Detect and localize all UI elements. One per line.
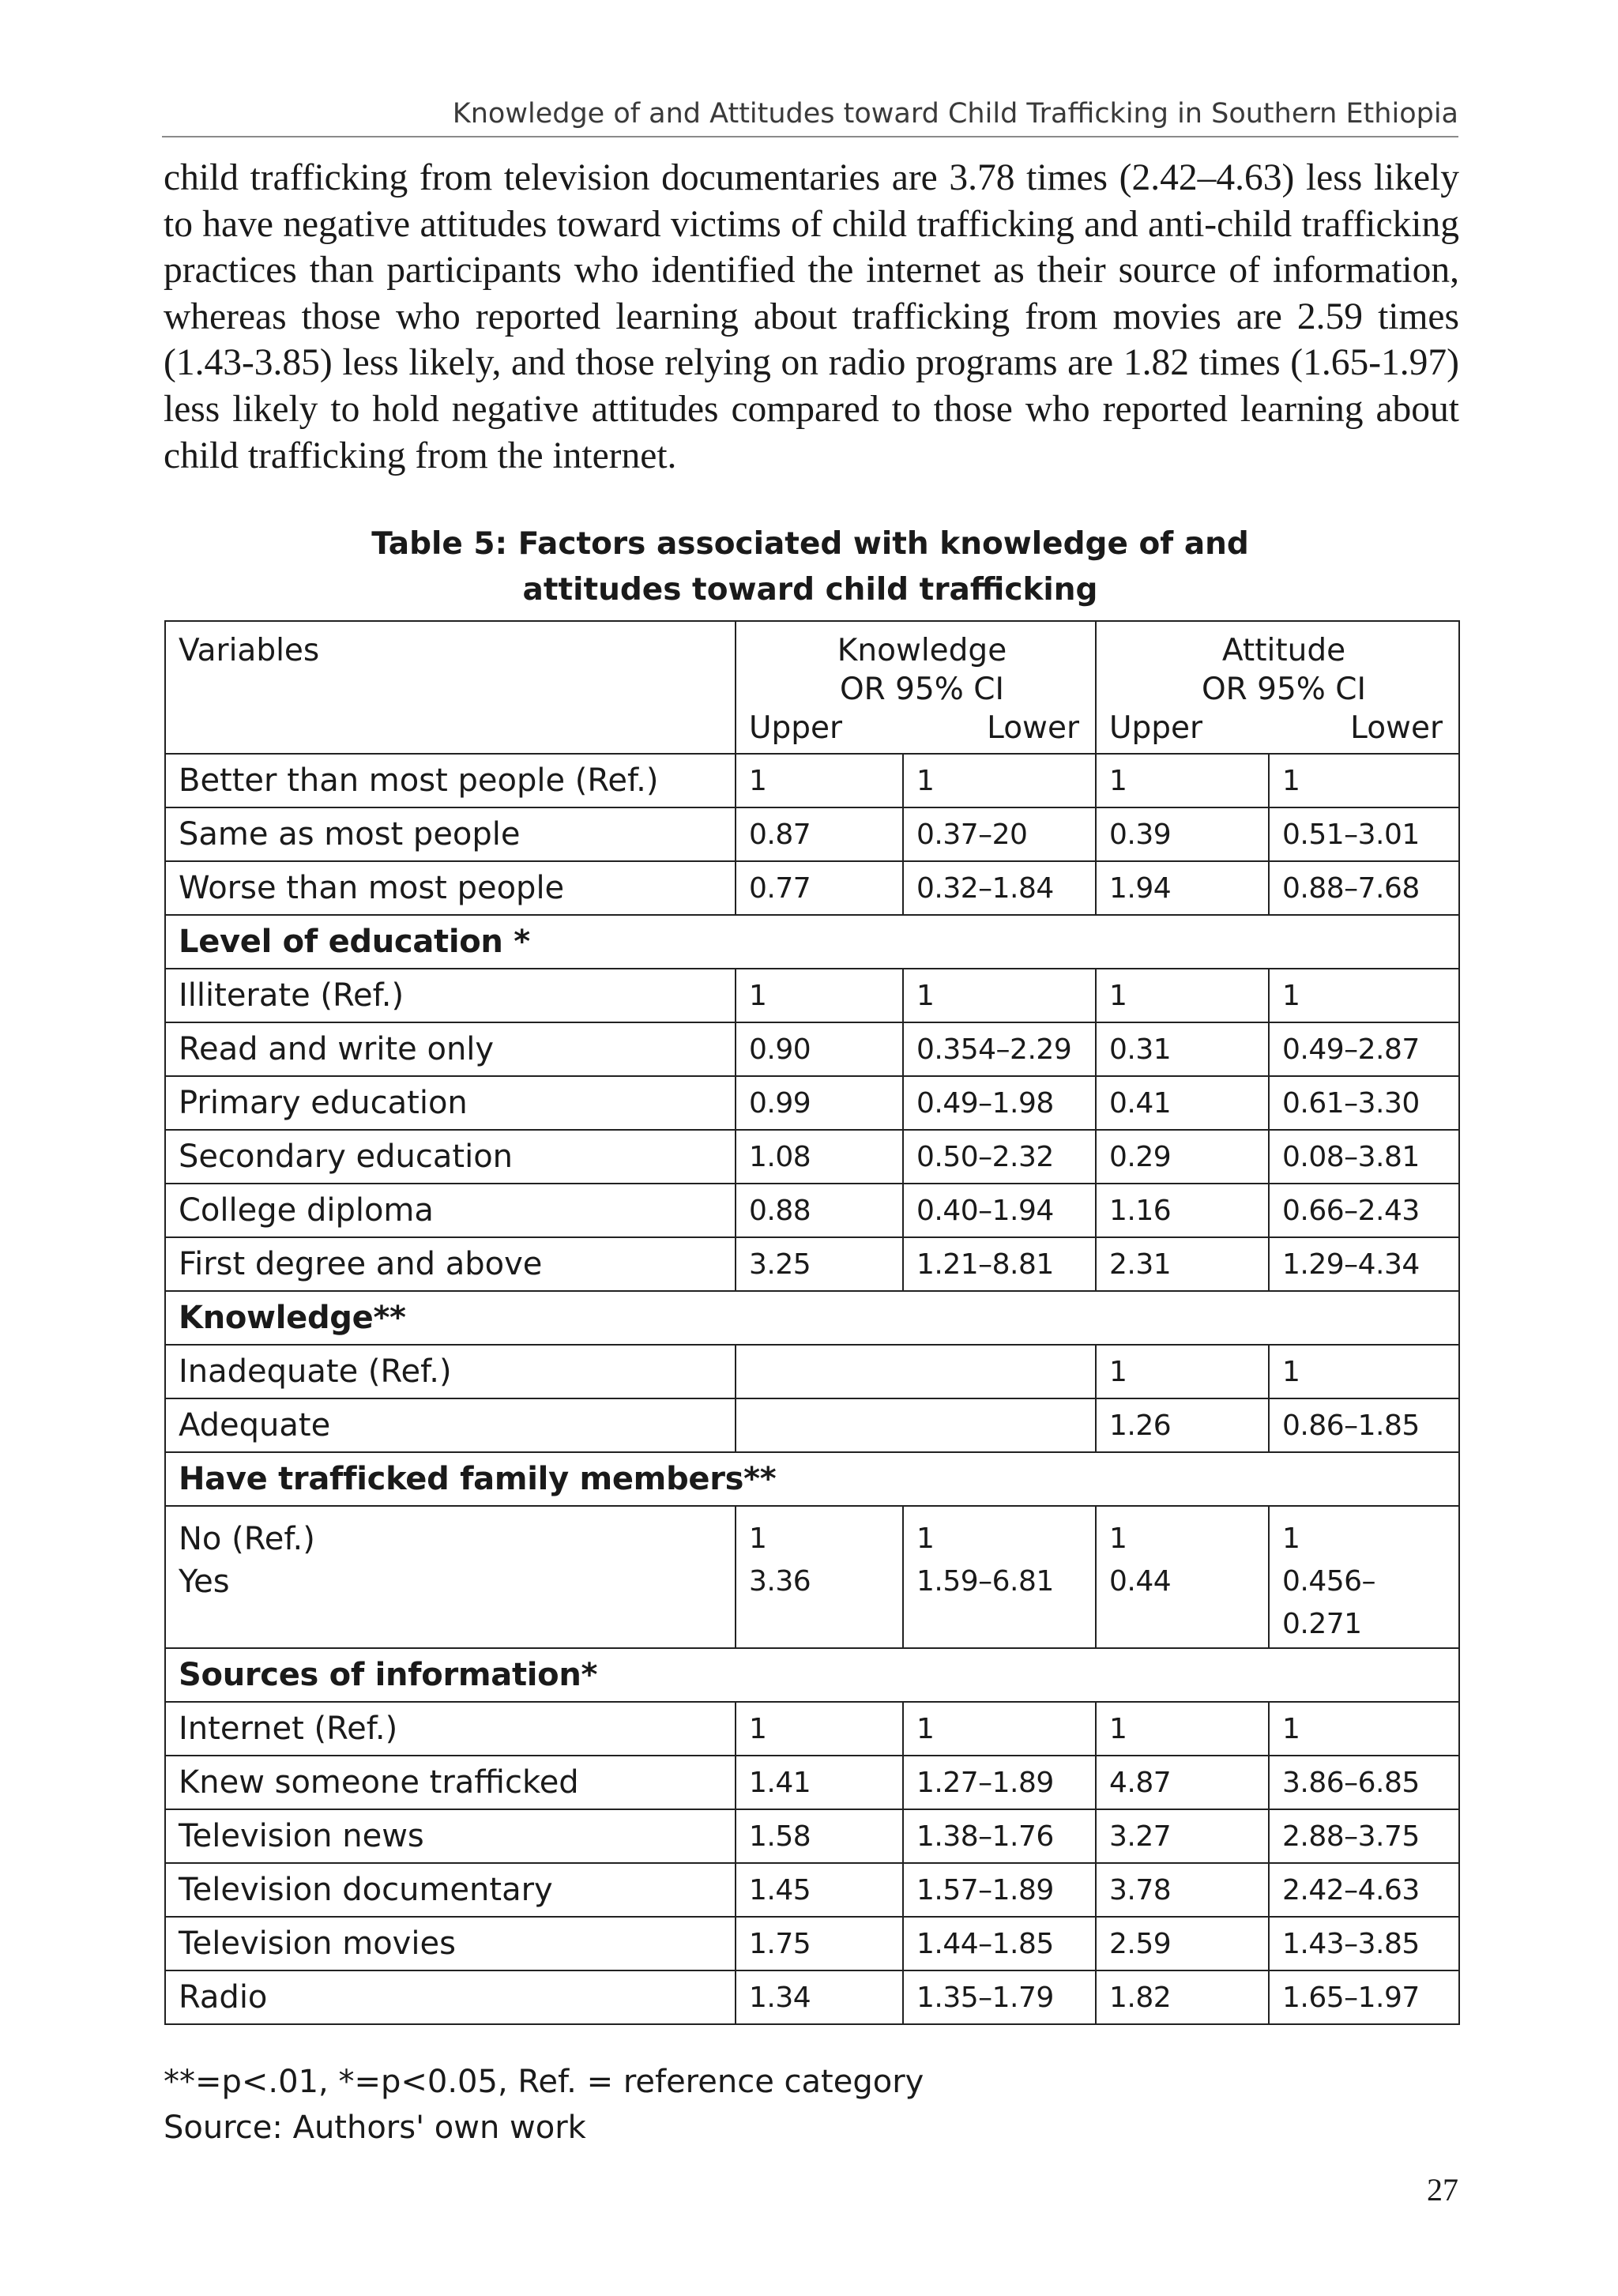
attitude-ci: 3.86–6.85 (1269, 1756, 1459, 1809)
row-label: Worse than most people (165, 861, 736, 915)
table-row (165, 1756, 1459, 1809)
header-knowledge-bounds (749, 709, 1095, 747)
attitude-ci: 1.43–3.85 (1269, 1917, 1459, 1970)
table-row (165, 969, 1459, 1022)
row-label: Internet (Ref.) (165, 1702, 736, 1756)
table-row (165, 1184, 1459, 1237)
attitude-or-no: 1 (1109, 1523, 1127, 1555)
table-notes (164, 2059, 924, 2151)
knowledge-ci: 0.37–20 (903, 807, 1096, 861)
knowledge-or: 1.08 (736, 1130, 903, 1184)
header-attitude-lower: Lower (1350, 710, 1443, 746)
attitude-ci: 1.29–4.34 (1269, 1237, 1459, 1291)
section-heading-sources: Sources of information* (165, 1648, 1459, 1702)
row-label: Primary education (165, 1076, 736, 1130)
table-row (165, 1398, 1459, 1452)
row-label: Television movies (165, 1917, 736, 1970)
knowledge-or: 0.99 (736, 1076, 903, 1130)
attitude-ci: 1.65–1.97 (1269, 1970, 1459, 2024)
header-knowledge-lower: Lower (987, 710, 1079, 746)
knowledge-ci: 1.44–1.85 (903, 1917, 1096, 1970)
knowledge-ci: 1.57–1.89 (903, 1863, 1096, 1917)
section-heading-knowledge: Knowledge** (165, 1291, 1459, 1345)
attitude-or: 1.26 (1096, 1398, 1269, 1452)
row-label: Television documentary (165, 1863, 736, 1917)
header-attitude-title: Attitude (1221, 633, 1346, 668)
attitude-ci-no: 1 (1282, 1523, 1300, 1555)
attitude-or: 1.82 (1096, 1970, 1269, 2024)
knowledge-ci: 1 (903, 1702, 1096, 1756)
knowledge-ci: 1 (903, 969, 1096, 1022)
attitude-ci: 0.49–2.87 (1269, 1022, 1459, 1076)
header-variables: Variables (165, 621, 736, 754)
knowledge-or: 0.90 (736, 1022, 903, 1076)
knowledge-ci: 1.21–8.81 (903, 1237, 1096, 1291)
knowledge-ci: 0.49–1.98 (903, 1076, 1096, 1130)
knowledge-ci: 0.354–2.29 (903, 1022, 1096, 1076)
attitude-or: 1 (1096, 1345, 1269, 1398)
table-row (165, 1237, 1459, 1291)
label-no-ref: No (Ref.) (179, 1521, 315, 1557)
knowledge-or-no: 1 (749, 1523, 767, 1555)
table-row (165, 1970, 1459, 2024)
attitude-or: 2.59 (1096, 1917, 1269, 1970)
table-row (165, 1345, 1459, 1398)
attitude-ci-yes-part2: 0.271 (1282, 1608, 1362, 1640)
knowledge-or: 0.77 (736, 861, 903, 915)
attitude-ci: 1 (1269, 754, 1459, 807)
knowledge-ci: 0.32–1.84 (903, 861, 1096, 915)
knowledge-or: 3.25 (736, 1237, 903, 1291)
row-label: Inadequate (Ref.) (165, 1345, 736, 1398)
attitude-or (1096, 1506, 1269, 1648)
knowledge-ci: 1.27–1.89 (903, 1756, 1096, 1809)
attitude-ci: 0.08–3.81 (1269, 1130, 1459, 1184)
attitude-ci: 0.61–3.30 (1269, 1076, 1459, 1130)
table-row (165, 1130, 1459, 1184)
attitude-ci: 0.86–1.85 (1269, 1398, 1459, 1452)
attitude-or: 0.39 (1096, 807, 1269, 861)
knowledge-ci-yes: 1.59–6.81 (916, 1565, 1054, 1598)
table-row (165, 1076, 1459, 1130)
source-note: Source: Authors' own work (164, 2110, 586, 2146)
row-label: Illiterate (Ref.) (165, 969, 736, 1022)
attitude-ci: 0.88–7.68 (1269, 861, 1459, 915)
table-title (162, 521, 1458, 613)
knowledge-ci: 1 (903, 754, 1096, 807)
attitude-or: 1.16 (1096, 1184, 1269, 1237)
table-row-family (165, 1506, 1459, 1648)
section-heading-row (165, 915, 1459, 969)
body-paragraph: child trafficking from television documentaries are 3.78 times (2.42–4.63) less likely to have negative attitudes toward victims of child trafficking and anti-child trafficking practices than participants who identified the internet as their source of information, whereas those who reported learning about trafficking from movies are 2.59 times (1.43-3.85) less likely, and those relying on radio programs are 1.82 times (1.65-1.97) less likely to hold negative attitudes compared to those who reported learning about child trafficking from the internet. (164, 157, 1459, 476)
row-label: Adequate (165, 1398, 736, 1452)
knowledge-ci-no: 1 (916, 1523, 935, 1555)
section-heading-family: Have trafficked family members** (165, 1452, 1459, 1506)
row-label: Better than most people (Ref.) (165, 754, 736, 807)
table-row (165, 1022, 1459, 1076)
attitude-or: 2.31 (1096, 1237, 1269, 1291)
header-knowledge-title: Knowledge (837, 633, 1007, 668)
attitude-or: 0.29 (1096, 1130, 1269, 1184)
attitude-ci: 1 (1269, 1702, 1459, 1756)
attitude-ci: 1 (1269, 969, 1459, 1022)
table-row (165, 1863, 1459, 1917)
row-label: Knew someone trafficked (165, 1756, 736, 1809)
table-row (165, 861, 1459, 915)
row-label: Read and write only (165, 1022, 736, 1076)
row-label: College diploma (165, 1184, 736, 1237)
row-label (165, 1506, 736, 1648)
attitude-ci: 0.66–2.43 (1269, 1184, 1459, 1237)
knowledge-or: 0.88 (736, 1184, 903, 1237)
attitude-or: 3.78 (1096, 1863, 1269, 1917)
knowledge-ci: 1.38–1.76 (903, 1809, 1096, 1863)
section-heading-row (165, 1648, 1459, 1702)
knowledge-ci: 0.50–2.32 (903, 1130, 1096, 1184)
attitude-or: 1.94 (1096, 861, 1269, 915)
significance-note: **=p<.01, *=p<0.05, Ref. = reference category (164, 2064, 924, 2100)
knowledge-or: 1.45 (736, 1863, 903, 1917)
empty-cell (736, 1398, 1096, 1452)
attitude-or: 3.27 (1096, 1809, 1269, 1863)
row-label: Radio (165, 1970, 736, 2024)
knowledge-or (736, 1506, 903, 1648)
table-row (165, 1809, 1459, 1863)
header-knowledge-upper: Upper (749, 710, 843, 746)
row-label: First degree and above (165, 1237, 736, 1291)
attitude-ci: 2.88–3.75 (1269, 1809, 1459, 1863)
section-heading-education: Level of education * (165, 915, 1459, 969)
attitude-ci: 0.51–3.01 (1269, 807, 1459, 861)
attitude-or: 1 (1096, 1702, 1269, 1756)
attitude-or: 0.31 (1096, 1022, 1269, 1076)
label-yes: Yes (179, 1564, 230, 1600)
table-header-row (165, 621, 1459, 754)
attitude-ci (1269, 1506, 1459, 1648)
knowledge-or: 0.87 (736, 807, 903, 861)
attitude-ci: 2.42–4.63 (1269, 1863, 1459, 1917)
table-row (165, 1702, 1459, 1756)
section-heading-row (165, 1452, 1459, 1506)
running-head: Knowledge of and Attitudes toward Child Trafficking in Southern Ethiopia (162, 98, 1458, 137)
header-knowledge-or-ci: OR 95% CI (839, 672, 1004, 707)
results-table (164, 620, 1460, 2025)
attitude-or-yes: 0.44 (1109, 1565, 1172, 1598)
header-attitude-or-ci: OR 95% CI (1201, 672, 1366, 707)
row-label: Same as most people (165, 807, 736, 861)
header-attitude-bounds (1109, 709, 1458, 747)
row-label: Secondary education (165, 1130, 736, 1184)
table-title-line-1: Table 5: Factors associated with knowledge of and (371, 526, 1249, 562)
empty-cell (736, 1345, 1096, 1398)
knowledge-or: 1.34 (736, 1970, 903, 2024)
header-attitude-upper: Upper (1109, 710, 1203, 746)
attitude-ci-yes-part1: 0.456– (1282, 1565, 1376, 1598)
knowledge-or: 1 (736, 969, 903, 1022)
knowledge-or-yes: 3.36 (749, 1565, 811, 1598)
header-knowledge (736, 621, 1096, 754)
page-number: 27 (1427, 2172, 1458, 2208)
knowledge-or: 1.58 (736, 1809, 903, 1863)
table-title-line-2: attitudes toward child trafficking (522, 572, 1098, 608)
knowledge-ci (903, 1506, 1096, 1648)
knowledge-or: 1.41 (736, 1756, 903, 1809)
attitude-or: 0.41 (1096, 1076, 1269, 1130)
attitude-ci: 1 (1269, 1345, 1459, 1398)
section-heading-row (165, 1291, 1459, 1345)
row-label: Television news (165, 1809, 736, 1863)
attitude-or: 4.87 (1096, 1756, 1269, 1809)
knowledge-or: 1 (736, 1702, 903, 1756)
attitude-or: 1 (1096, 969, 1269, 1022)
knowledge-ci: 0.40–1.94 (903, 1184, 1096, 1237)
attitude-or: 1 (1096, 754, 1269, 807)
knowledge-or: 1 (736, 754, 903, 807)
table-row (165, 1917, 1459, 1970)
table-row (165, 807, 1459, 861)
table-row (165, 754, 1459, 807)
knowledge-or: 1.75 (736, 1917, 903, 1970)
header-attitude (1096, 621, 1459, 754)
knowledge-ci: 1.35–1.79 (903, 1970, 1096, 2024)
